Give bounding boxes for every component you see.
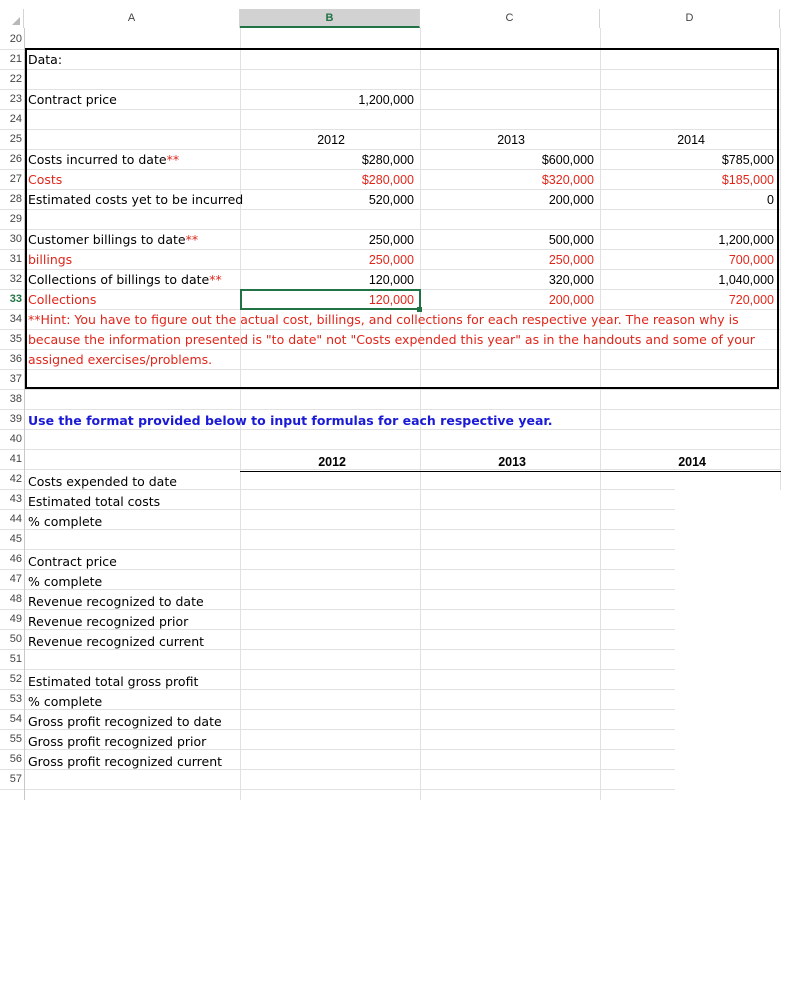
data-label: Data: <box>28 52 63 67</box>
contract-price-label: Contract price <box>28 92 117 107</box>
contract-price-value[interactable]: 1,200,000 <box>358 93 414 107</box>
row-contract-price: Contract price <box>28 554 117 569</box>
row-header[interactable]: 50 <box>9 633 22 645</box>
row-header[interactable]: 42 <box>9 473 22 485</box>
row-est-gross-profit: Estimated total gross profit <box>28 674 199 689</box>
costs-to-date-2013[interactable]: $600,000 <box>541 153 594 167</box>
row-header[interactable]: 57 <box>9 773 22 785</box>
row-costs-expended: Costs expended to date <box>28 474 177 489</box>
row-header[interactable]: 44 <box>9 513 22 525</box>
collections-2014[interactable]: 720,000 <box>728 293 774 307</box>
hint-line-2: because the information presented is "to date" not "Costs expended this year" as in the handouts and some of your <box>28 332 755 347</box>
asterisks: ** <box>185 232 199 247</box>
row-percent-complete-2: % complete <box>28 574 103 589</box>
row-header[interactable]: 56 <box>9 753 22 765</box>
row-header[interactable]: 20 <box>9 33 22 45</box>
year-2014-header[interactable]: 2014 <box>677 133 705 147</box>
row-header[interactable]: 33 <box>9 293 22 305</box>
row-gp-to-date: Gross profit recognized to date <box>28 714 222 729</box>
billings-2012[interactable]: 250,000 <box>368 253 414 267</box>
billings-2013[interactable]: 250,000 <box>548 253 594 267</box>
costs-label: Costs <box>28 172 63 187</box>
est-costs-2013[interactable]: 200,000 <box>548 193 594 207</box>
select-all-corner[interactable] <box>0 9 24 28</box>
row-header[interactable]: 32 <box>9 273 22 285</box>
costs-to-date-2012[interactable]: $280,000 <box>361 153 414 167</box>
row-header[interactable]: 34 <box>9 313 22 325</box>
row-header[interactable]: 41 <box>9 453 22 465</box>
row-gridline <box>0 449 781 450</box>
collections-to-date-label: Collections of billings to date** <box>28 272 222 287</box>
year-2012-header[interactable]: 2012 <box>317 133 345 147</box>
column-header-d[interactable]: D <box>600 9 780 28</box>
format-instruction: Use the format provided below to input formulas for each respective year. <box>28 413 553 428</box>
costs-2014[interactable]: $185,000 <box>721 173 774 187</box>
billings-to-date-2013[interactable]: 500,000 <box>548 233 594 247</box>
row-gridline <box>0 789 675 790</box>
format-year-2013[interactable]: 2013 <box>498 455 526 469</box>
row-header[interactable]: 46 <box>9 553 22 565</box>
row-revenue-current: Revenue recognized current <box>28 634 205 649</box>
year-2013-header[interactable]: 2013 <box>497 133 525 147</box>
row-header[interactable]: 54 <box>9 713 22 725</box>
collections-2013[interactable]: 200,000 <box>548 293 594 307</box>
asterisks: ** <box>166 152 180 167</box>
row-revenue-to-date: Revenue recognized to date <box>28 594 204 609</box>
row-revenue-prior: Revenue recognized prior <box>28 614 189 629</box>
billings-to-date-2014[interactable]: 1,200,000 <box>718 233 774 247</box>
row-header[interactable]: 31 <box>9 253 22 265</box>
collections-label: Collections <box>28 292 97 307</box>
hint-line-1: **Hint: You have to figure out the actual cost, billings, and collections for each respective year. The reason why is <box>28 312 739 327</box>
row-gp-current: Gross profit recognized current <box>28 754 223 769</box>
row-gridline <box>0 389 781 390</box>
billings-to-date-2012[interactable]: 250,000 <box>368 233 414 247</box>
row-gridline <box>0 669 675 670</box>
costs-2012[interactable]: $280,000 <box>361 173 414 187</box>
row-percent-complete-1: % complete <box>28 514 103 529</box>
row-header[interactable]: 39 <box>9 413 22 425</box>
row-header[interactable]: 48 <box>9 593 22 605</box>
row-gridline <box>0 409 781 410</box>
row-gp-prior: Gross profit recognized prior <box>28 734 207 749</box>
row-header[interactable]: 21 <box>9 53 22 65</box>
row-header[interactable]: 25 <box>9 133 22 145</box>
row-percent-complete-3: % complete <box>28 694 103 709</box>
column-header-a[interactable]: A <box>24 9 240 28</box>
row-gridline <box>0 549 675 550</box>
format-year-2014[interactable]: 2014 <box>678 455 706 469</box>
costs-2013[interactable]: $320,000 <box>541 173 594 187</box>
row-header[interactable]: 23 <box>9 93 22 105</box>
row-header[interactable]: 49 <box>9 613 22 625</box>
collections-to-date-2012[interactable]: 120,000 <box>368 273 414 287</box>
collections-to-date-2013[interactable]: 320,000 <box>548 273 594 287</box>
row-header[interactable]: 35 <box>9 333 22 345</box>
column-gridline <box>780 28 781 490</box>
row-header[interactable]: 53 <box>9 693 22 705</box>
row-header[interactable]: 40 <box>9 433 22 445</box>
row-header[interactable]: 24 <box>9 113 22 125</box>
row-header[interactable]: 22 <box>9 73 22 85</box>
billings-to-date-label: Customer billings to date** <box>28 232 199 247</box>
row-header[interactable]: 45 <box>9 533 22 545</box>
row-estimated-total-costs: Estimated total costs <box>28 494 161 509</box>
row-header[interactable]: 47 <box>9 573 22 585</box>
row-header[interactable]: 29 <box>9 213 22 225</box>
column-header-c[interactable]: C <box>420 9 600 28</box>
collections-2012[interactable]: 120,000 <box>368 293 414 307</box>
row-header[interactable]: 36 <box>9 353 22 365</box>
row-header[interactable]: 27 <box>9 173 22 185</box>
hint-line-3: assigned exercises/problems. <box>28 352 213 367</box>
row-header[interactable]: 30 <box>9 233 22 245</box>
column-header-b[interactable]: B <box>240 9 420 28</box>
format-header-underline <box>240 471 781 472</box>
row-header[interactable]: 28 <box>9 193 22 205</box>
est-costs-2014[interactable]: 0 <box>767 193 774 207</box>
format-year-2012[interactable]: 2012 <box>318 455 346 469</box>
asterisks: ** <box>209 272 222 287</box>
row-header[interactable]: 51 <box>9 653 22 665</box>
row-header[interactable]: 26 <box>9 153 22 165</box>
costs-to-date-label: Costs incurred to date** <box>28 152 180 167</box>
collections-to-date-2014[interactable]: 1,040,000 <box>718 273 774 287</box>
row-header[interactable]: 38 <box>9 393 22 405</box>
costs-to-date-2014[interactable]: $785,000 <box>721 153 774 167</box>
est-costs-label: Estimated costs yet to be incurred <box>28 192 244 207</box>
row-header[interactable]: 52 <box>9 673 22 685</box>
row-header[interactable]: 37 <box>9 373 22 385</box>
billings-2014[interactable]: 700,000 <box>728 253 774 267</box>
est-costs-2012[interactable]: 520,000 <box>368 193 414 207</box>
billings-label: billings <box>28 252 73 267</box>
row-header[interactable]: 55 <box>9 733 22 745</box>
row-header[interactable]: 43 <box>9 493 22 505</box>
